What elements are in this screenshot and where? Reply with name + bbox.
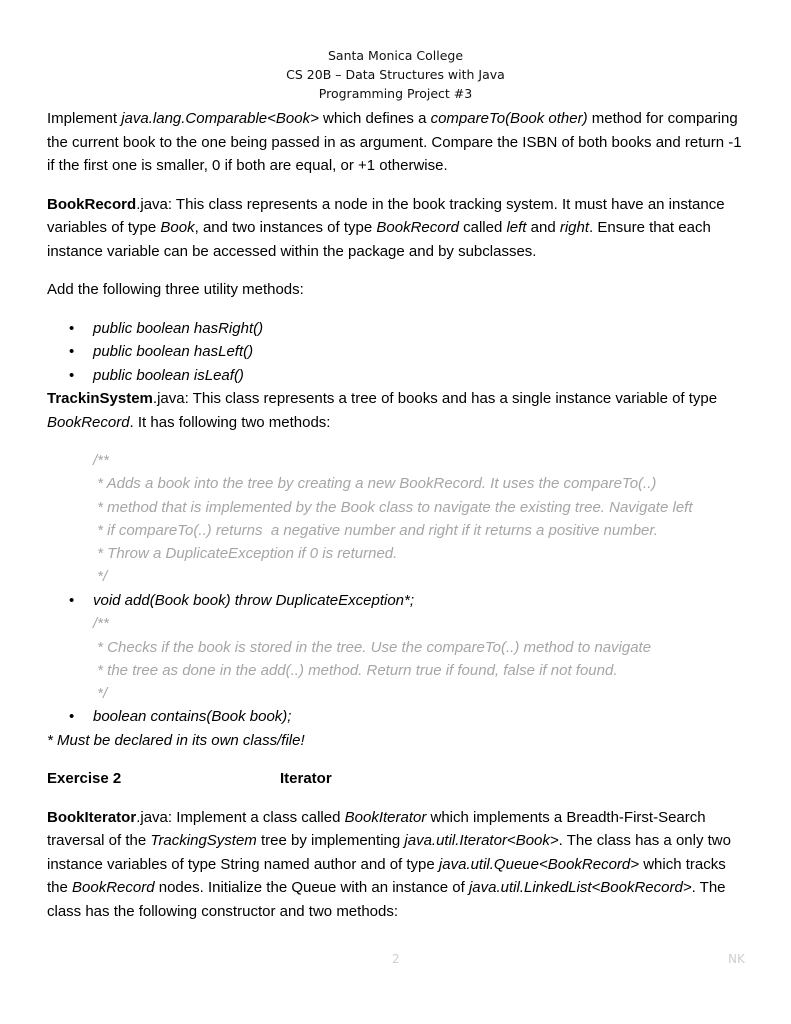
bookiterator-paragraph: BookIterator.java: Implement a class called BookIterator which implements a Breadth-First-Search traversal of the TrackingSystem tree by implementing java.util.Iterator<Book>. The class has a only two instance variables of type String named author and of type java.util.Queue<BookRecord> which tracks the BookRecord nodes. Initialize the Queue with an instance of java.util.LinkedList<BookRecord>. The class has the following constructor and two methods: (47, 808, 731, 920)
page-header (0, 46, 791, 103)
trackingsystem-paragraph: TrackinSystem.java: This class represents a tree of books and has a single instance variable of type BookRecord. It has following two methods: (47, 390, 718, 431)
list-item: • public boolean hasLeft() (47, 340, 747, 364)
bookrecord-paragraph: BookRecord.java: This class represents a node in the book tracking system. It must have an instance variables of type Book, and two instances of type BookRecord called left and right. Ensure that each instance variable can be accessed within the package and by subclasses. (47, 195, 725, 260)
add-method-list (47, 589, 747, 613)
document-body (47, 107, 747, 923)
list-item: • boolean contains(Book book); (47, 705, 747, 729)
course-title: CS 20B – Data Structures with Java (286, 67, 505, 82)
list-item: • public boolean isLeaf() (47, 364, 747, 388)
exercise-label: Exercise 2 (47, 770, 122, 788)
add-method-comment: /** * Adds a book into the tree by creating a new BookRecord. It uses the compareTo(..) * method that is implemented by the Book class to navigate the existing tree. Navigate left * if compareTo(..) returns a negative number and right if it returns a positive number. * Throw a DuplicateException if 0 is returned. */ (93, 452, 693, 586)
project-title: Programming Project #3 (318, 86, 473, 101)
exercise-heading (47, 767, 747, 791)
exercise-title: Iterator (280, 770, 332, 788)
author-initials: NK (728, 952, 745, 966)
comparable-paragraph: Implement java.lang.Comparable<Book> which defines a compareTo(Book other) method for comparing the current book to the one being passed in as argument. Compare the ISBN of both books and return -1 if the first one is smaller, 0 if both are equal, or +1 otherwise. (47, 110, 742, 174)
footnote: * Must be declared in its own class/file! (47, 731, 305, 749)
list-item: • public boolean hasRight() (47, 317, 747, 341)
college-name: Santa Monica College (327, 48, 464, 63)
contains-method-comment: /** * Checks if the book is stored in the tree. Use the compareTo(..) method to navigate * the tree as done in the add(..) method. Return true if found, false if not found. */ (93, 615, 652, 703)
page-number: 2 (392, 952, 400, 966)
utility-intro: Add the following three utility methods: (47, 281, 304, 298)
contains-method-list (47, 705, 747, 729)
list-item: • void add(Book book) throw DuplicateException*; (47, 589, 747, 613)
utility-method-list (47, 317, 747, 388)
